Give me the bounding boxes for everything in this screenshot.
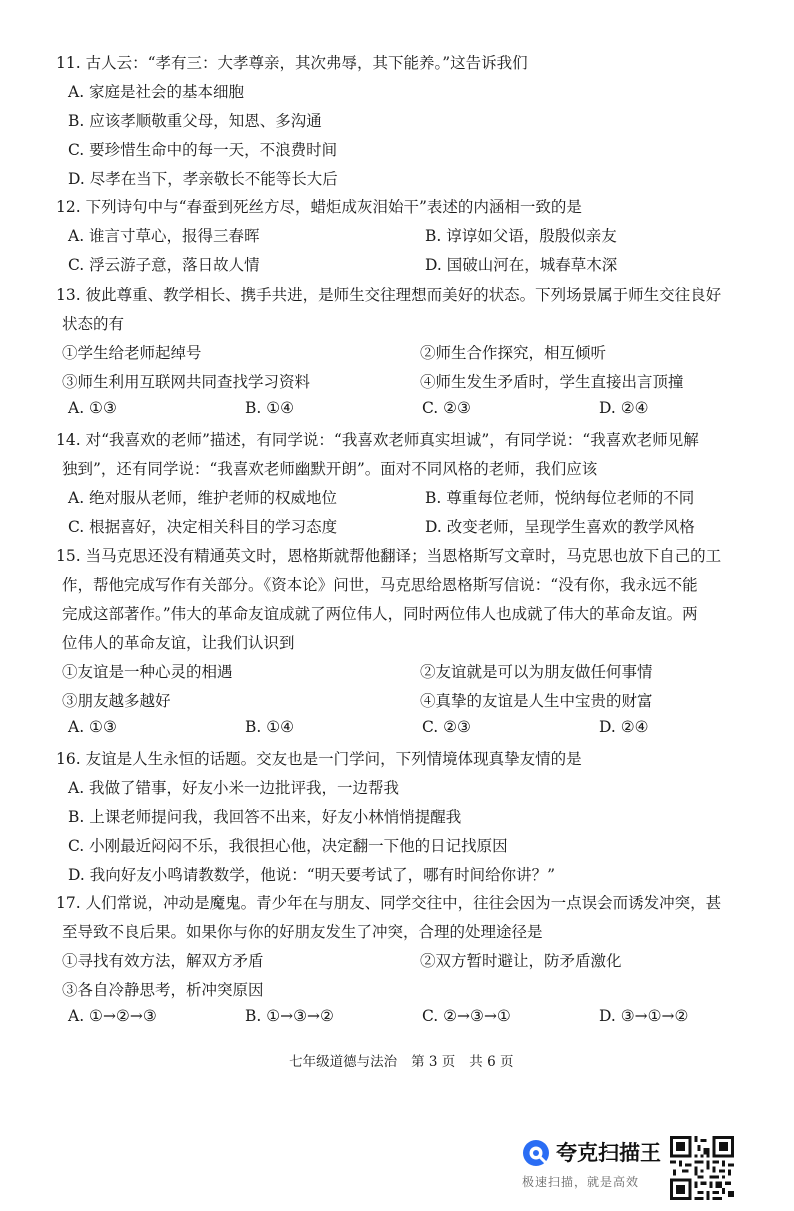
option-b: B. 谆谆如父语，殷殷似亲友	[425, 227, 617, 245]
question-stem-cont: 状态的有	[62, 315, 125, 333]
option-d: D. ②④	[599, 718, 649, 736]
question-stem-cont: 位伟人的革命友谊，让我们认识到	[62, 634, 295, 652]
option-a: A. 我做了错事，好友小米一边批评我，一边帮我	[68, 779, 400, 797]
statement-4: ④真挚的友谊是人生中宝贵的财富	[420, 692, 653, 710]
option-c: C. ②③	[422, 399, 471, 417]
question-stem: 15. 当马克思还没有精通英文时，恩格斯就帮他翻译；当恩格斯写文章时，马克思也放下自己的工	[56, 547, 722, 565]
statement-4: ④师生发生矛盾时，学生直接出言顶撞	[420, 373, 684, 391]
option-c: C. 根据喜好，决定相关科目的学习态度	[68, 518, 338, 536]
option-a: A. 谁言寸草心，报得三春晖	[68, 227, 260, 245]
option-d: D. 改变老师，呈现学生喜欢的教学风格	[425, 518, 695, 536]
option-c: C. 浮云游子意，落日故人情	[68, 256, 260, 274]
option-d: D. 我向好友小鸣请教数学，他说：“明天要考试了，哪有时间给你讲？”	[68, 866, 556, 884]
option-b: B. 应该孝顺敬重父母，知恩、多沟通	[68, 112, 322, 130]
footer-subject: 七年级道德与法治	[289, 1054, 398, 1070]
option-a: A. ①→②→③	[68, 1007, 157, 1025]
question-stem-cont: 至导致不良后果。如果你与你的好朋友发生了冲突，合理的处理途径是	[62, 923, 543, 941]
option-a: A. ①③	[68, 399, 117, 417]
scanner-slogan: 极速扫描，就是高效	[522, 1175, 640, 1189]
question-stem-cont: 独到”，还有同学说：“我喜欢老师幽默开朗”。面对不同风格的老师，我们应该	[62, 460, 598, 478]
scanner-watermark	[522, 1136, 662, 1192]
statement-2: ②师生合作探究，相互倾听	[420, 344, 607, 362]
statement-3: ③师生利用互联网共同查找学习资料	[62, 373, 311, 391]
option-b: B. ①④	[245, 718, 295, 736]
option-d: D. ③→①→②	[599, 1007, 689, 1025]
option-a: A. ①③	[68, 718, 117, 736]
option-a: A. 家庭是社会的基本细胞	[68, 83, 245, 101]
option-d: D. ②④	[599, 399, 649, 417]
qr-code-icon	[670, 1136, 734, 1200]
quark-logo-icon	[522, 1139, 550, 1167]
question-stem-cont: 作，帮他完成写作有关部分。《资本论》问世，马克思给恩格斯写信说：“没有你，我永远不能	[62, 576, 698, 594]
option-d: D. 尽孝在当下，孝亲敬长不能等长大后	[68, 170, 338, 188]
option-d: D. 国破山河在，城春草木深	[425, 256, 618, 274]
scanner-brand-name: 夸克扫描王	[556, 1141, 661, 1165]
question-stem: 16. 友谊是人生永恒的话题。交友也是一门学问，下列情境体现真挚友情的是	[56, 750, 582, 768]
question-stem: 17. 人们常说，冲动是魔鬼。青少年在与朋友、同学交往中，往往会因为一点误会而诱发冲突，甚	[56, 894, 722, 912]
statement-1: ①寻找有效方法，解双方矛盾	[62, 952, 264, 970]
option-b: B. 上课老师提问我，我回答不出来，好友小林悄悄提醒我	[68, 808, 462, 826]
statement-3: ③朋友越多越好	[62, 692, 171, 710]
option-b: B. ①→③→②	[245, 1007, 334, 1025]
footer-page: 第 3 页	[411, 1054, 456, 1070]
footer-total: 共 6 页	[469, 1054, 514, 1070]
page-footer	[0, 1034, 794, 1070]
option-b: B. 尊重每位老师，悦纳每位老师的不同	[425, 489, 695, 507]
question-stem: 12. 下列诗句中与“春蚕到死丝方尽，蜡炬成灰泪始干”表述的内涵相一致的是	[56, 198, 582, 216]
option-c: C. ②→③→①	[422, 1007, 511, 1025]
statement-1: ①学生给老师起绰号	[62, 344, 202, 362]
statement-3: ③各自冷静思考，析冲突原因	[62, 981, 264, 999]
statement-2: ②双方暂时避让，防矛盾激化	[420, 952, 622, 970]
option-a: A. 绝对服从老师，维护老师的权威地位	[68, 489, 338, 507]
question-stem-cont: 完成这部著作。”伟大的革命友谊成就了两位伟人，同时两位伟人也成就了伟大的革命友谊。两	[62, 605, 698, 623]
option-c: C. 要珍惜生命中的每一天，不浪费时间	[68, 141, 338, 159]
option-c: C. 小刚最近闷闷不乐，我很担心他，决定翻一下他的日记找原因	[68, 837, 508, 855]
question-stem: 11. 古人云：“孝有三：大孝尊亲，其次弗辱，其下能养。”这告诉我们	[56, 54, 528, 72]
question-stem: 13. 彼此尊重、教学相长、携手共进，是师生交往理想而美好的状态。下列场景属于师生交往良好	[56, 286, 722, 304]
statement-1: ①友谊是一种心灵的相遇	[62, 663, 233, 681]
option-c: C. ②③	[422, 718, 471, 736]
question-stem: 14. 对“我喜欢的老师”描述，有同学说：“我喜欢老师真实坦诚”，有同学说：“我喜欢老师见解	[56, 431, 699, 449]
statement-2: ②友谊就是可以为朋友做任何事情	[420, 663, 653, 681]
option-b: B. ①④	[245, 399, 295, 417]
